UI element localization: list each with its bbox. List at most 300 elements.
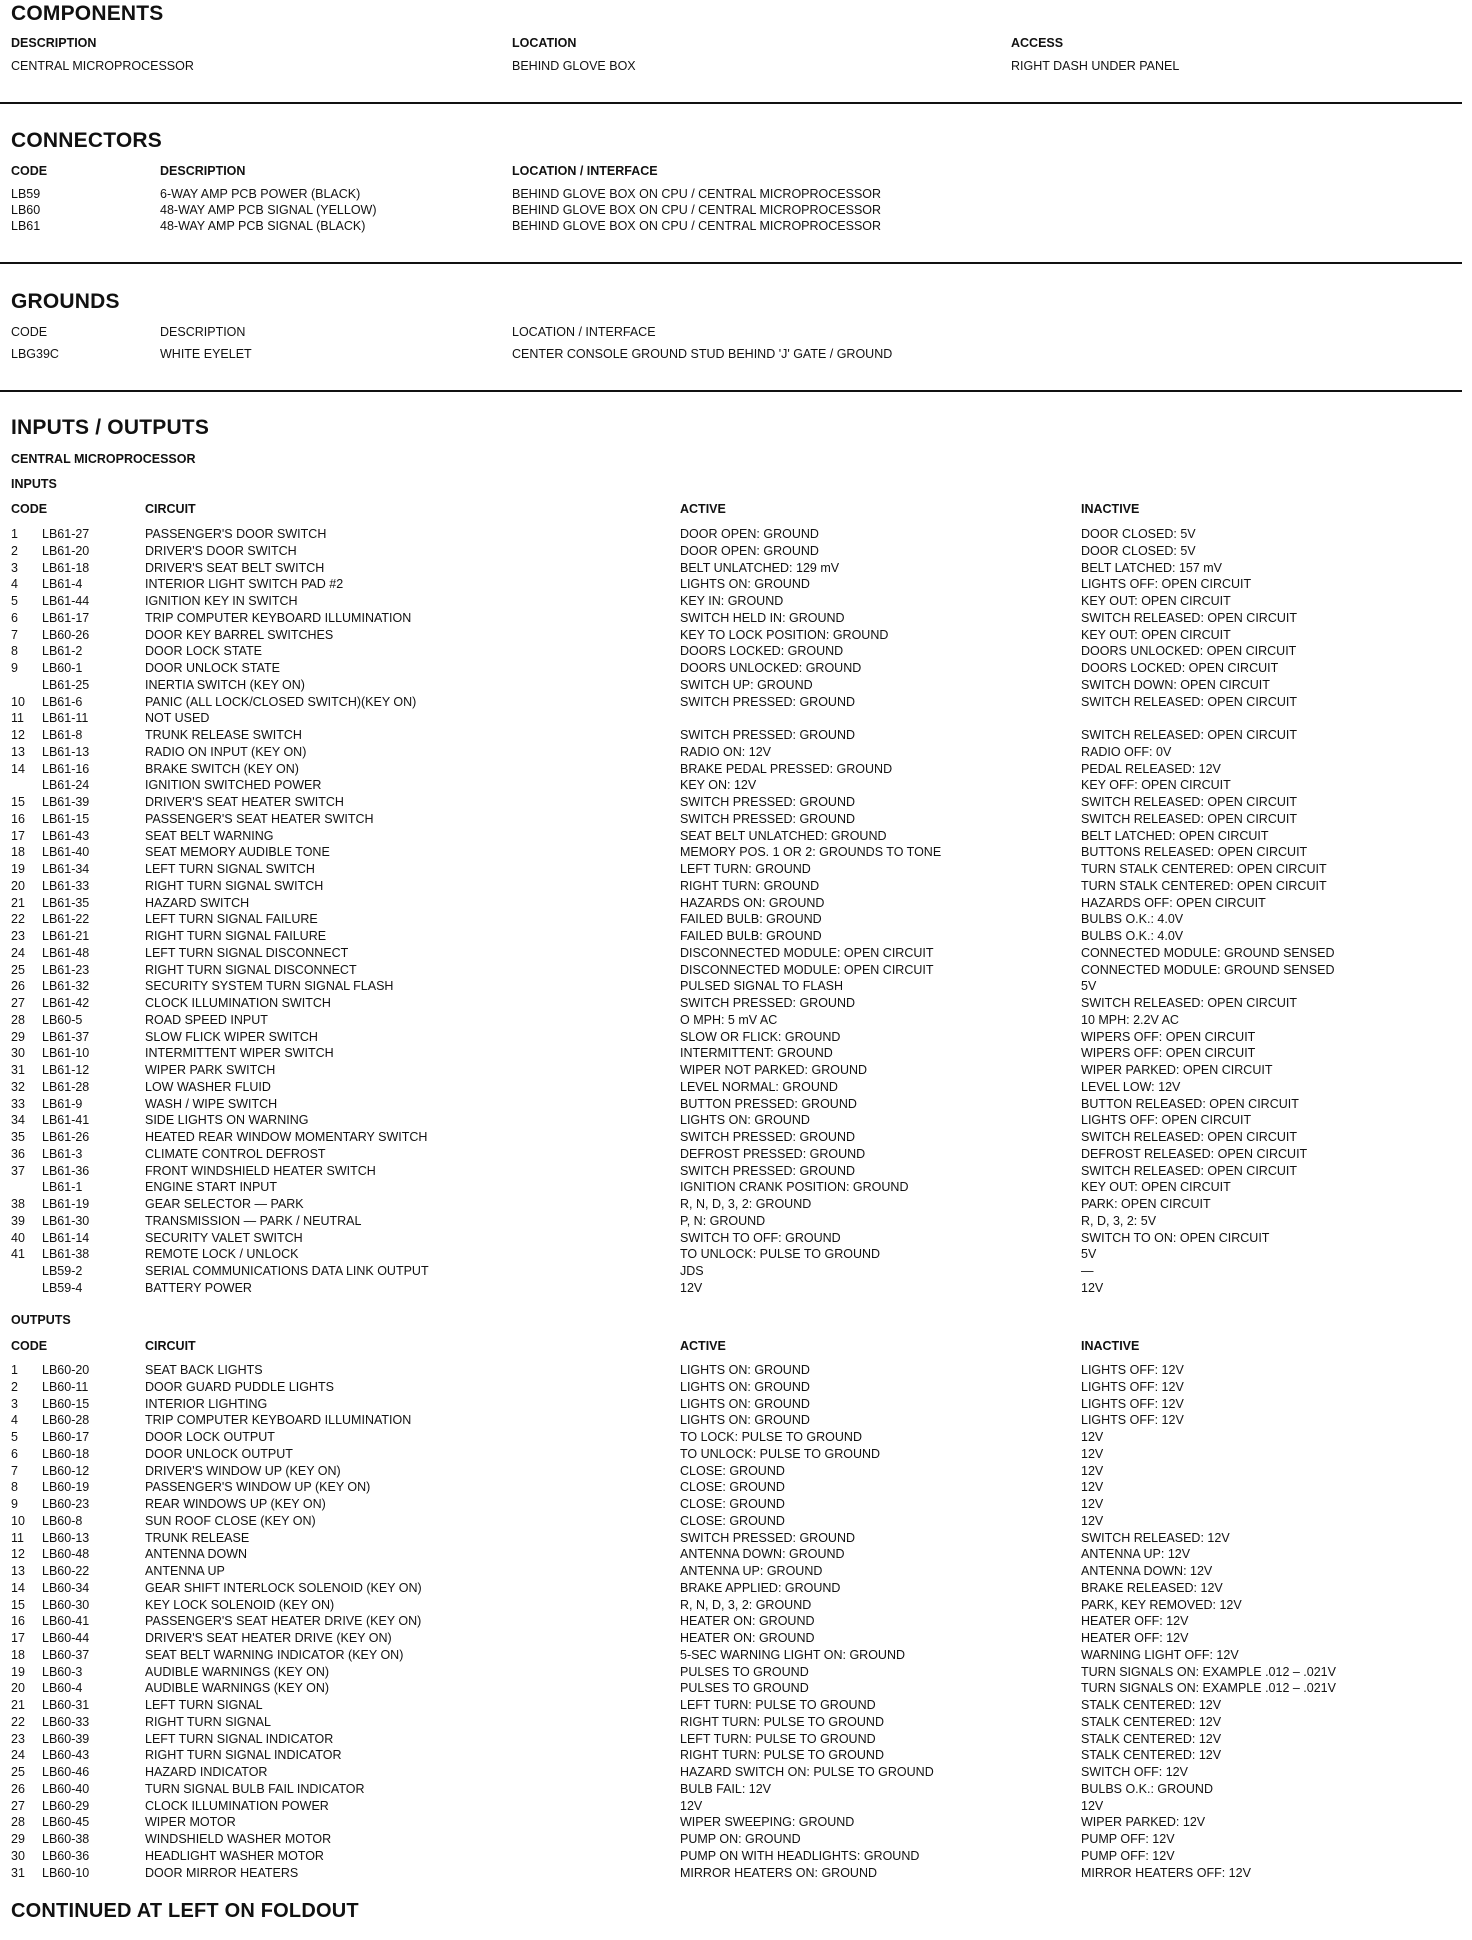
row-number: 1 [11,527,18,541]
active-state: PULSES TO GROUND [680,1681,809,1696]
row-number: 7 [11,627,18,642]
inactive-state: PUMP OFF: 12V [1081,1832,1175,1846]
circuit-name: IGNITION KEY IN SWITCH [145,594,298,608]
row-number: 40 [11,1230,25,1245]
active-state: SEAT BELT UNLATCHED: GROUND [680,828,887,843]
active-state: WIPER NOT PARKED: GROUND [680,1063,868,1077]
connector-description: 48-WAY AMP PCB SIGNAL (BLACK) [160,219,366,233]
circuit-code: LB61-25 [42,677,90,692]
row-number: 11 [11,1530,24,1545]
circuit-code: LB61-42 [42,996,90,1010]
circuit-name: DOOR UNLOCK OUTPUT [145,1446,293,1461]
inactive-state: 12V [1081,1463,1104,1478]
circuit-name: INTERIOR LIGHTING [145,1396,268,1411]
inactive-state: TURN SIGNALS ON: EXAMPLE .012 – .021V [1081,1681,1336,1696]
inactive-state: BUTTON RELEASED: OPEN CIRCUIT [1081,1096,1299,1111]
active-state: WIPER SWEEPING: GROUND [680,1815,855,1830]
inactive-state: PARK, KEY REMOVED: 12V [1081,1597,1242,1612]
row-number: 8 [11,644,18,659]
circuit-name: SECURITY VALET SWITCH [145,1230,303,1245]
connector-description: 6-WAY AMP PCB POWER (BLACK) [160,187,361,201]
inactive-state: WIPERS OFF: OPEN CIRCUIT [1081,1046,1256,1061]
circuit-name: HAZARD SWITCH [145,895,250,910]
active-state: DOOR OPEN: GROUND [680,543,819,558]
grounds-header-code: CODE [11,325,48,339]
row-number: 22 [11,912,25,927]
circuit-name: AUDIBLE WARNINGS (KEY ON) [145,1664,330,1679]
components-title: COMPONENTS [11,2,164,25]
connector-location: BEHIND GLOVE BOX ON CPU / CENTRAL MICROPROCESSOR [512,203,882,217]
inactive-state: 12V [1081,1280,1104,1295]
circuit-name: ANTENNA DOWN [145,1547,248,1562]
inactive-state: SWITCH RELEASED: OPEN CIRCUIT [1081,795,1297,809]
inactive-state: SWITCH RELEASED: OPEN CIRCUIT [1081,694,1297,709]
row-number: 28 [11,1012,25,1027]
row-number: 26 [11,979,25,994]
row-number: 39 [11,1213,25,1228]
circuit-code: LB61-27 [42,527,90,541]
inactive-state: STALK CENTERED: 12V [1081,1714,1222,1729]
active-state: SWITCH HELD IN: GROUND [680,610,845,625]
inactive-state: SWITCH RELEASED: OPEN CIRCUIT [1081,996,1297,1010]
active-state: CLOSE: GROUND [680,1497,785,1511]
active-state: MEMORY POS. 1 OR 2: GROUNDS TO TONE [680,845,942,860]
row-number: 2 [11,543,18,558]
circuit-name: DOOR UNLOCK STATE [145,661,280,675]
active-state: LEVEL NORMAL: GROUND [680,1079,838,1094]
row-number: 12 [11,728,25,742]
components-header-location: LOCATION [512,36,577,50]
section-divider [0,390,1462,392]
inactive-state: SWITCH RELEASED: 12V [1081,1530,1230,1545]
row-number: 22 [11,1714,25,1729]
grounds-title: GROUNDS [11,290,120,313]
circuit-code: LB60-31 [42,1698,90,1712]
connector-location: BEHIND GLOVE BOX ON CPU / CENTRAL MICROPROCESSOR [512,219,882,233]
circuit-name: WASH / WIPE SWITCH [145,1096,278,1111]
circuit-name: SEAT MEMORY AUDIBLE TONE [145,845,330,860]
circuit-code: LB61-14 [42,1230,90,1245]
row-number: 19 [11,862,25,876]
circuit-name: SEAT BACK LIGHTS [145,1363,263,1377]
inactive-state: LIGHTS OFF: 12V [1081,1379,1184,1394]
active-state: PULSES TO GROUND [680,1664,809,1679]
component-location: BEHIND GLOVE BOX [512,59,636,73]
active-state: TO LOCK: PULSE TO GROUND [680,1430,862,1444]
active-state: R, N, D, 3, 2: GROUND [680,1197,812,1211]
circuit-code: LB60-44 [42,1631,90,1645]
active-state: SLOW OR FLICK: GROUND [680,1029,841,1044]
active-state: IGNITION CRANK POSITION: GROUND [680,1180,909,1195]
inactive-state: SWITCH RELEASED: OPEN CIRCUIT [1081,610,1297,625]
active-state: MIRROR HEATERS ON: GROUND [680,1865,877,1880]
active-state: BRAKE PEDAL PRESSED: GROUND [680,761,893,776]
connector-location: BEHIND GLOVE BOX ON CPU / CENTRAL MICROPROCESSOR [512,187,882,201]
circuit-code: LB61-34 [42,862,90,876]
inactive-state: DOOR CLOSED: 5V [1081,543,1196,558]
row-number: 9 [11,661,18,675]
inactive-state: PEDAL RELEASED: 12V [1081,761,1221,776]
circuit-name: LEFT TURN SIGNAL FAILURE [145,912,318,927]
inputs-label: INPUTS [11,477,57,491]
row-number: 24 [11,1748,25,1763]
row-number: 18 [11,1647,25,1662]
row-number: 15 [11,1597,25,1612]
inactive-state: WIPER PARKED: OPEN CIRCUIT [1081,1063,1273,1077]
inactive-state: PUMP OFF: 12V [1081,1848,1175,1863]
circuit-code: LB60-17 [42,1430,90,1444]
active-state: SWITCH PRESSED: GROUND [680,728,856,742]
connector-code: LB61 [11,219,41,233]
circuit-code: LB60-29 [42,1798,90,1813]
row-number: 20 [11,878,25,893]
active-state: 12V [680,1798,703,1813]
active-state: BULB FAIL: 12V [680,1781,772,1796]
inactive-state: BULBS O.K.: GROUND [1081,1781,1213,1796]
inactive-state: TURN SIGNALS ON: EXAMPLE .012 – .021V [1081,1664,1336,1679]
row-number: 27 [11,1798,25,1813]
circuit-code: LB60-8 [42,1513,83,1528]
circuit-code: LB61-2 [42,644,83,659]
circuit-code: LB60-1 [42,661,83,675]
circuit-name: RIGHT TURN SIGNAL DISCONNECT [145,962,357,977]
circuit-code: LB61-18 [42,560,90,575]
active-state: DOOR OPEN: GROUND [680,527,819,541]
inactive-state: SWITCH RELEASED: OPEN CIRCUIT [1081,728,1297,742]
row-number: 4 [11,1413,18,1428]
circuit-code: LB61-20 [42,543,90,558]
circuit-name: CLOCK ILLUMINATION POWER [145,1798,329,1813]
circuit-name: ENGINE START INPUT [145,1180,277,1195]
circuit-code: LB60-45 [42,1815,90,1830]
active-state: RIGHT TURN: GROUND [680,878,820,893]
row-number: 3 [11,1396,18,1411]
row-number: 33 [11,1096,25,1111]
circuit-name: RADIO ON INPUT (KEY ON) [145,744,307,759]
circuit-name: DRIVER'S DOOR SWITCH [145,543,297,558]
circuit-code: LB61-21 [42,929,90,943]
row-number: 29 [11,1832,25,1846]
circuit-name: RIGHT TURN SIGNAL SWITCH [145,878,324,893]
inactive-state: MIRROR HEATERS OFF: 12V [1081,1865,1251,1880]
inactive-state: ANTENNA UP: 12V [1081,1547,1191,1562]
circuit-code: LB61-12 [42,1063,90,1077]
inactive-state: SWITCH OFF: 12V [1081,1765,1188,1779]
circuit-code: LB61-23 [42,962,90,977]
circuit-name: SEAT BELT WARNING [145,828,274,843]
footer-continued: CONTINUED AT LEFT ON FOLDOUT [11,1900,359,1922]
inactive-state: BRAKE RELEASED: 12V [1081,1580,1223,1595]
circuit-code: LB60-36 [42,1848,90,1863]
row-number: 31 [11,1865,25,1880]
active-state: 12V [680,1280,703,1295]
circuit-name: NOT USED [145,711,210,726]
active-state: LIGHTS ON: GROUND [680,1379,810,1394]
circuit-name: HEATED REAR WINDOW MOMENTARY SWITCH [145,1130,428,1144]
circuit-name: AUDIBLE WARNINGS (KEY ON) [145,1681,330,1696]
row-number: 30 [11,1046,25,1061]
row-number: 5 [11,594,18,608]
circuit-code: LB60-26 [42,627,90,642]
active-state: PULSED SIGNAL TO FLASH [680,979,844,994]
circuit-name: DOOR GUARD PUDDLE LIGHTS [145,1379,334,1394]
circuit-name: FRONT WINDSHIELD HEATER SWITCH [145,1163,376,1178]
active-state: BUTTON PRESSED: GROUND [680,1096,857,1111]
row-number: 4 [11,577,18,592]
inactive-state: LIGHTS OFF: 12V [1081,1413,1184,1428]
active-state: KEY TO LOCK POSITION: GROUND [680,627,889,642]
circuit-code: LB61-32 [42,979,90,994]
row-number: 9 [11,1497,18,1511]
active-state: O MPH: 5 mV AC [680,1012,778,1027]
circuit-name: DRIVER'S SEAT BELT SWITCH [145,560,325,575]
circuit-code: LB60-39 [42,1731,90,1746]
inactive-state: SWITCH RELEASED: OPEN CIRCUIT [1081,1163,1297,1178]
inactive-state: LIGHTS OFF: 12V [1081,1363,1184,1377]
active-state: LIGHTS ON: GROUND [680,1363,810,1377]
circuit-code: LB60-10 [42,1865,90,1880]
active-state: 5-SEC WARNING LIGHT ON: GROUND [680,1647,906,1662]
active-state: KEY IN: GROUND [680,594,784,608]
row-number: 26 [11,1781,25,1796]
circuit-name: WIPER PARK SWITCH [145,1063,276,1077]
active-state: HAZARD SWITCH ON: PULSE TO GROUND [680,1765,934,1779]
inactive-state: 12V [1081,1497,1104,1511]
circuit-name: TRUNK RELEASE [145,1530,250,1545]
circuit-code: LB60-11 [42,1379,89,1394]
row-number: 16 [11,1614,25,1629]
circuit-code: LB61-22 [42,912,90,927]
inactive-state: BUTTONS RELEASED: OPEN CIRCUIT [1081,845,1308,860]
active-state: LIGHTS ON: GROUND [680,1396,810,1411]
circuit-name: LEFT TURN SIGNAL DISCONNECT [145,945,349,960]
inactive-state: DOORS UNLOCKED: OPEN CIRCUIT [1081,644,1297,659]
active-state: BRAKE APPLIED: GROUND [680,1580,841,1595]
circuit-name: RIGHT TURN SIGNAL [145,1714,271,1729]
circuit-name: DOOR MIRROR HEATERS [145,1865,299,1880]
circuit-code: LB60-28 [42,1413,90,1428]
inactive-state: SWITCH RELEASED: OPEN CIRCUIT [1081,1130,1297,1144]
row-number: 16 [11,811,25,826]
io-subtitle: CENTRAL MICROPROCESSOR [11,452,196,466]
active-state: RIGHT TURN: PULSE TO GROUND [680,1714,884,1729]
inactive-state: LIGHTS OFF: 12V [1081,1396,1184,1411]
circuit-code: LB60-22 [42,1564,90,1578]
components-header-description: DESCRIPTION [11,36,97,50]
inactive-state: 12V [1081,1446,1104,1461]
row-number: 11 [11,711,24,726]
active-state: HEATER ON: GROUND [680,1614,815,1629]
circuit-name: CLOCK ILLUMINATION SWITCH [145,996,331,1010]
active-state: SWITCH TO OFF: GROUND [680,1230,841,1245]
circuit-name: SEAT BELT WARNING INDICATOR (KEY ON) [145,1647,404,1662]
active-state: TO UNLOCK: PULSE TO GROUND [680,1446,881,1461]
connectors-title: CONNECTORS [11,129,162,152]
row-number: 30 [11,1848,25,1863]
inactive-state: SWITCH DOWN: OPEN CIRCUIT [1081,677,1270,692]
active-state: DOORS UNLOCKED: GROUND [680,661,862,675]
circuit-code: LB60-46 [42,1765,90,1779]
circuit-name: REAR WINDOWS UP (KEY ON) [145,1497,326,1511]
circuit-code: LB61-37 [42,1029,90,1044]
row-number: 8 [11,1480,18,1495]
row-number: 17 [11,1631,25,1645]
inactive-state: SWITCH TO ON: OPEN CIRCUIT [1081,1230,1270,1245]
circuit-code: LB60-37 [42,1647,90,1662]
active-state: INTERMITTENT: GROUND [680,1046,833,1061]
inactive-state: STALK CENTERED: 12V [1081,1748,1222,1763]
row-number: 6 [11,610,18,625]
circuit-code: LB60-18 [42,1446,90,1461]
inactive-state: BELT LATCHED: OPEN CIRCUIT [1081,828,1269,843]
inactive-state: BULBS O.K.: 4.0V [1081,929,1184,943]
row-number: 25 [11,1765,25,1779]
active-state: CLOSE: GROUND [680,1513,785,1528]
row-number: 10 [11,1513,25,1528]
circuit-name: LEFT TURN SIGNAL SWITCH [145,862,315,876]
row-number: 13 [11,1564,25,1578]
inactive-state: KEY OUT: OPEN CIRCUIT [1081,1180,1231,1195]
circuit-code: LB59-4 [42,1280,83,1295]
circuit-code: LB61-13 [42,744,90,759]
circuit-code: LB61-9 [42,1096,83,1111]
circuit-code: LB60-38 [42,1832,90,1846]
active-state: FAILED BULB: GROUND [680,912,822,927]
active-state: LIGHTS ON: GROUND [680,1113,810,1128]
inactive-state: — [1081,1264,1094,1278]
circuit-code: LB61-19 [42,1197,90,1211]
circuit-name: GEAR SHIFT INTERLOCK SOLENOID (KEY ON) [145,1580,422,1595]
active-state: ANTENNA DOWN: GROUND [680,1547,845,1562]
inactive-state: CONNECTED MODULE: GROUND SENSED [1081,962,1335,977]
circuit-code: LB61-8 [42,728,83,742]
circuit-name: SIDE LIGHTS ON WARNING [145,1113,309,1128]
circuit-code: LB61-41 [42,1113,90,1128]
active-state: KEY ON: 12V [680,778,757,793]
row-number: 28 [11,1815,25,1830]
inactive-state: BELT LATCHED: 157 mV [1081,560,1223,575]
outputs-header-inactive: INACTIVE [1081,1339,1140,1353]
circuit-name: TRIP COMPUTER KEYBOARD ILLUMINATION [145,610,412,625]
active-state: BELT UNLATCHED: 129 mV [680,560,840,575]
circuit-name: DOOR KEY BARREL SWITCHES [145,627,334,642]
circuit-name: RIGHT TURN SIGNAL INDICATOR [145,1748,342,1763]
active-state: DISCONNECTED MODULE: OPEN CIRCUIT [680,962,934,977]
circuit-name: SLOW FLICK WIPER SWITCH [145,1029,318,1044]
circuit-name: ROAD SPEED INPUT [145,1012,268,1027]
circuit-name: DRIVER'S SEAT HEATER DRIVE (KEY ON) [145,1631,392,1645]
circuit-name: IGNITION SWITCHED POWER [145,778,322,793]
active-state: RIGHT TURN: PULSE TO GROUND [680,1748,884,1763]
circuit-code: LB61-4 [42,577,83,592]
inactive-state: LIGHTS OFF: OPEN CIRCUIT [1081,1113,1252,1128]
circuit-code: LB61-48 [42,945,90,960]
circuit-code: LB60-20 [42,1363,90,1377]
circuit-name: PASSENGER'S WINDOW UP (KEY ON) [145,1480,371,1495]
circuit-name: BRAKE SWITCH (KEY ON) [145,761,299,776]
row-number: 20 [11,1681,25,1696]
circuit-name: BATTERY POWER [145,1280,252,1295]
inactive-state: DOORS LOCKED: OPEN CIRCUIT [1081,661,1279,675]
circuit-code: LB60-30 [42,1597,90,1612]
row-number: 15 [11,795,25,809]
circuit-name: SECURITY SYSTEM TURN SIGNAL FLASH [145,979,394,994]
active-state: DEFROST PRESSED: GROUND [680,1146,866,1161]
circuit-name: TURN SIGNAL BULB FAIL INDICATOR [145,1781,365,1796]
row-number: 17 [11,828,25,843]
connector-code: LB60 [11,203,41,217]
circuit-code: LB61-33 [42,878,90,893]
circuit-code: LB61-15 [42,811,90,826]
inactive-state: LEVEL LOW: 12V [1081,1079,1181,1094]
active-state: SWITCH PRESSED: GROUND [680,1163,856,1178]
inactive-state: WIPERS OFF: OPEN CIRCUIT [1081,1029,1256,1044]
inactive-state: BULBS O.K.: 4.0V [1081,912,1184,927]
circuit-code: LB61-6 [42,694,83,709]
inputs-header-code: CODE [11,502,48,516]
circuit-name: DOOR LOCK STATE [145,644,262,659]
grounds-header-location: LOCATION / INTERFACE [512,325,656,339]
row-number: 41 [11,1247,25,1262]
circuit-code: LB61-16 [42,761,90,776]
component-access: RIGHT DASH UNDER PANEL [1011,59,1180,73]
row-number: 13 [11,744,25,759]
circuit-name: TRUNK RELEASE SWITCH [145,728,302,742]
row-number: 5 [11,1430,18,1444]
row-number: 23 [11,929,25,943]
outputs-header-circuit: CIRCUIT [145,1339,196,1353]
circuit-code: LB60-23 [42,1497,90,1511]
circuit-name: GEAR SELECTOR — PARK [145,1197,304,1211]
outputs-header-active: ACTIVE [680,1339,726,1353]
row-number: 24 [11,945,25,960]
inputs-header-active: ACTIVE [680,502,726,516]
circuit-name: PASSENGER'S SEAT HEATER SWITCH [145,811,374,826]
circuit-name: DOOR LOCK OUTPUT [145,1430,275,1444]
row-number: 19 [11,1664,25,1679]
row-number: 35 [11,1130,25,1144]
inactive-state: 12V [1081,1430,1104,1444]
circuit-name: TRANSMISSION — PARK / NEUTRAL [145,1213,362,1228]
section-divider [0,102,1462,104]
circuit-code: LB61-26 [42,1130,90,1144]
outputs-header-code: CODE [11,1339,48,1353]
active-state: SWITCH PRESSED: GROUND [680,1130,856,1144]
io-title: INPUTS / OUTPUTS [11,416,210,439]
outputs-label: OUTPUTS [11,1313,71,1327]
circuit-name: PASSENGER'S DOOR SWITCH [145,527,327,541]
circuit-code: LB60-34 [42,1580,90,1595]
circuit-name: CLIMATE CONTROL DEFROST [145,1146,326,1161]
circuit-code: LB60-43 [42,1748,90,1763]
circuit-code: LB61-30 [42,1213,90,1228]
active-state: RADIO ON: 12V [680,744,771,759]
circuit-code: LB61-17 [42,610,90,625]
row-number: 6 [11,1446,18,1461]
row-number: 18 [11,845,25,860]
circuit-code: LB60-3 [42,1664,83,1679]
inactive-state: KEY OUT: OPEN CIRCUIT [1081,594,1231,608]
row-number: 32 [11,1079,25,1094]
circuit-name: PANIC (ALL LOCK/CLOSED SWITCH)(KEY ON) [145,694,417,709]
connectors-header-location: LOCATION / INTERFACE [512,164,658,178]
connector-description: 48-WAY AMP PCB SIGNAL (YELLOW) [160,203,377,217]
active-state: SWITCH PRESSED: GROUND [680,811,856,826]
ground-code: LBG39C [11,347,59,361]
active-state: CLOSE: GROUND [680,1480,785,1495]
circuit-code: LB61-3 [42,1146,83,1161]
circuit-name: LEFT TURN SIGNAL INDICATOR [145,1731,334,1746]
